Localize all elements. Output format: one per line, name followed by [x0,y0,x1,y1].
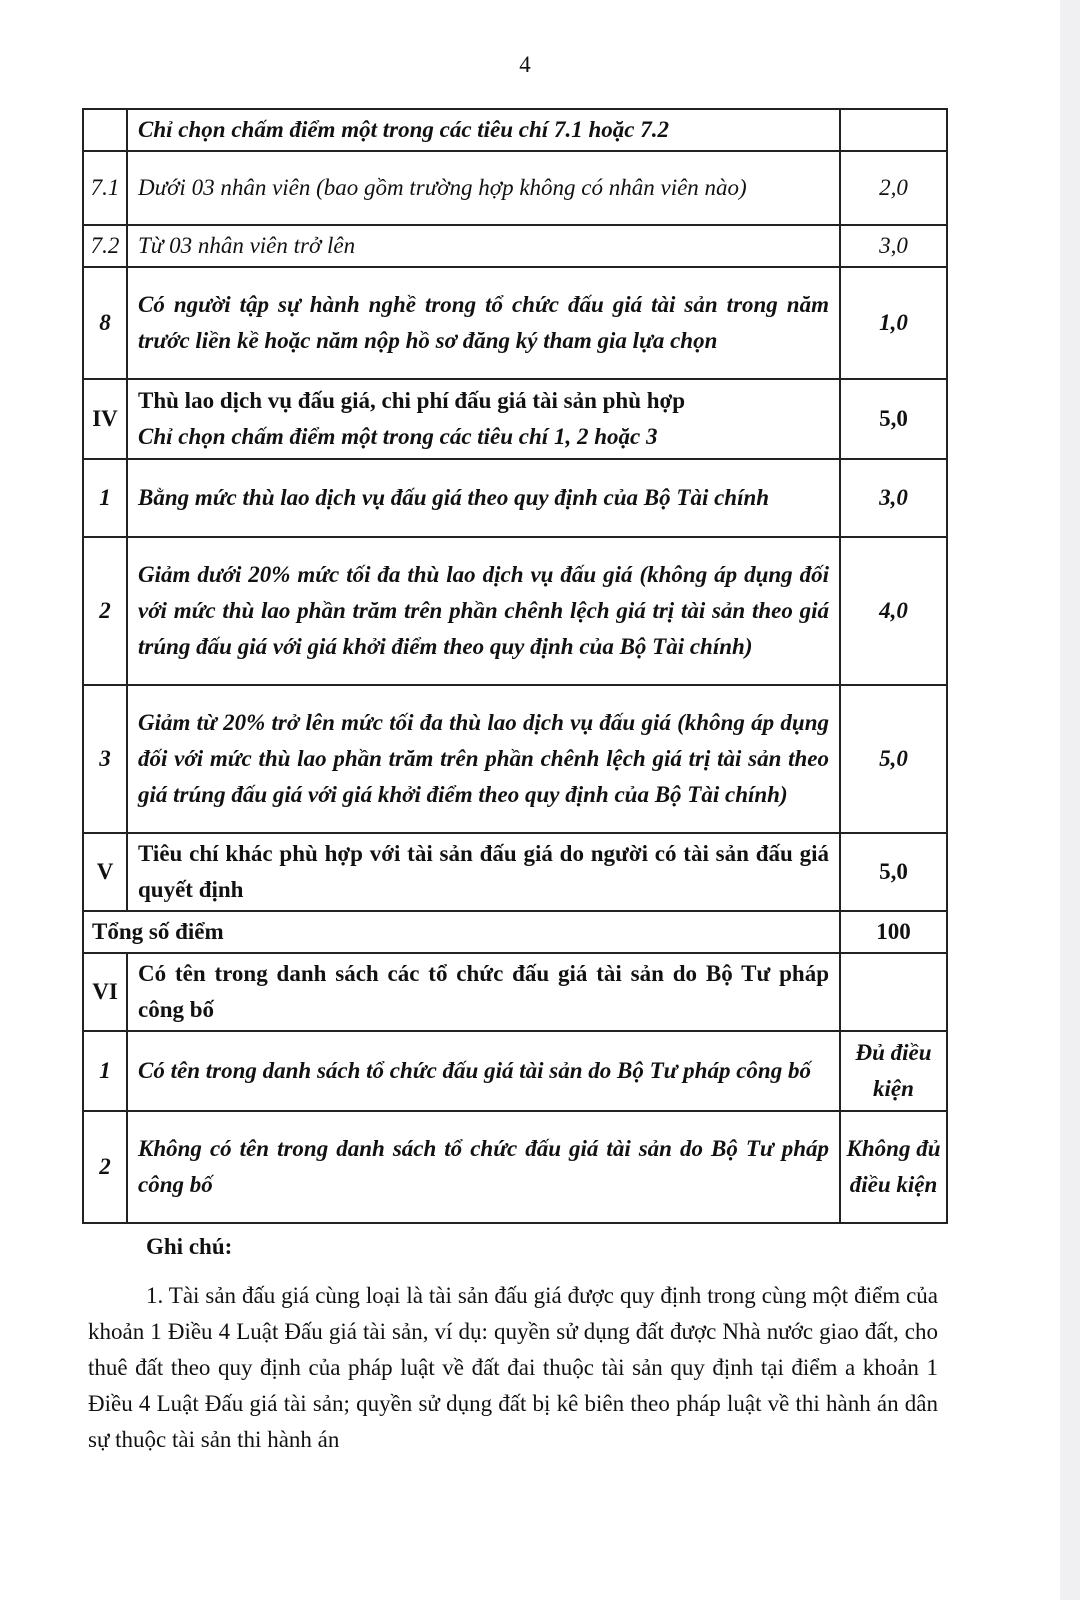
row-criterion: Dưới 03 nhân viên (bao gồm trường hợp không có nhân viên nào) [127,151,840,225]
row-score: 5,0 [840,379,947,459]
row-criterion: Có tên trong danh sách tổ chức đấu giá tài sản do Bộ Tư pháp công bố [127,1031,840,1111]
row-criterion: Có người tập sự hành nghề trong tổ chức đấu giá tài sản trong năm trước liền kề hoặc năm nộp hồ sơ đăng ký tham gia lựa chọn [127,267,840,379]
row-number: IV [83,379,127,459]
table-row [83,109,947,151]
table-row [83,1031,947,1111]
table-row [83,379,947,459]
table-row [83,267,947,379]
row-criterion [127,379,840,459]
row-number: 2 [83,537,127,685]
row-score: 5,0 [840,833,947,911]
table-row [83,537,947,685]
row-criterion: Có tên trong danh sách các tổ chức đấu giá tài sản do Bộ Tư pháp công bố [127,953,840,1031]
row-score: 5,0 [840,685,947,833]
row-number: VI [83,953,127,1031]
row-score: 3,0 [840,459,947,537]
row-criterion: Từ 03 nhân viên trở lên [127,225,840,267]
row-criterion: Giảm dưới 20% mức tối đa thù lao dịch vụ đấu giá (không áp dụng đối với mức thù lao phần trăm trên phần chênh lệch giá trị tài sản theo giá trúng đấu giá với giá khởi điểm theo quy định của Bộ Tài chính) [127,537,840,685]
page-number: 4 [519,52,531,77]
row-number: 1 [83,1031,127,1111]
row-number: 7.2 [83,225,127,267]
table-row [83,151,947,225]
row-number: 3 [83,685,127,833]
table-row [83,953,947,1031]
table-row [83,1111,947,1223]
total-score: 100 [840,911,947,953]
scoring-criteria-table [82,108,948,1224]
row-score: Không đủ điều kiện [840,1111,947,1223]
row-criterion-instruction: Chỉ chọn chấm điểm một trong các tiêu chí 1, 2 hoặc 3 [138,424,658,449]
row-score: 2,0 [840,151,947,225]
row-criterion: Giảm từ 20% trở lên mức tối đa thù lao dịch vụ đấu giá (không áp dụng đối với mức thù lao phần trăm trên phần chênh lệch giá trị tài sản theo giá trúng đấu giá với giá khởi điểm theo quy định của Bộ Tài chính) [127,685,840,833]
table-row [83,685,947,833]
table-row [83,833,947,911]
row-number: 7.1 [83,151,127,225]
row-criterion: Tiêu chí khác phù hợp với tài sản đấu giá do người có tài sản đấu giá quyết định [127,833,840,911]
row-score: 1,0 [840,267,947,379]
row-score [840,109,947,151]
row-number [83,109,127,151]
table-row [83,459,947,537]
notes-paragraph: 1. Tài sản đấu giá cùng loại là tài sản đấu giá được quy định trong cùng một điểm của khoản 1 Điều 4 Luật Đấu giá tài sản, ví dụ: quyền sử dụng đất được Nhà nước giao đất, cho thuê đất theo quy định của pháp luật về đất đai thuộc tài sản quy định tại điểm a khoản 1 Điều 4 Luật Đấu giá tài sản; quyền sử dụng đất bị kê biên theo pháp luật về thi hành án dân sự thuộc tài sản thi hành án [88,1283,938,1452]
row-score: 3,0 [840,225,947,267]
row-number: 2 [83,1111,127,1223]
row-number: 1 [83,459,127,537]
table-row [83,225,947,267]
row-criterion-heading: Thù lao dịch vụ đấu giá, chi phí đấu giá tài sản phù hợp [138,388,686,413]
total-row [83,911,947,953]
row-criterion: Chỉ chọn chấm điểm một trong các tiêu chí 7.1 hoặc 7.2 [127,109,840,151]
row-score: 4,0 [840,537,947,685]
row-number: 8 [83,267,127,379]
notes-title: Ghi chú: [146,1234,233,1259]
page-edge-strip [1060,0,1080,1600]
row-criterion: Bằng mức thù lao dịch vụ đấu giá theo quy định của Bộ Tài chính [127,459,840,537]
row-score: Đủ điều kiện [840,1031,947,1111]
row-criterion: Không có tên trong danh sách tổ chức đấu giá tài sản do Bộ Tư pháp công bố [127,1111,840,1223]
row-score [840,953,947,1031]
row-number: V [83,833,127,911]
total-label: Tổng số điểm [83,911,840,953]
